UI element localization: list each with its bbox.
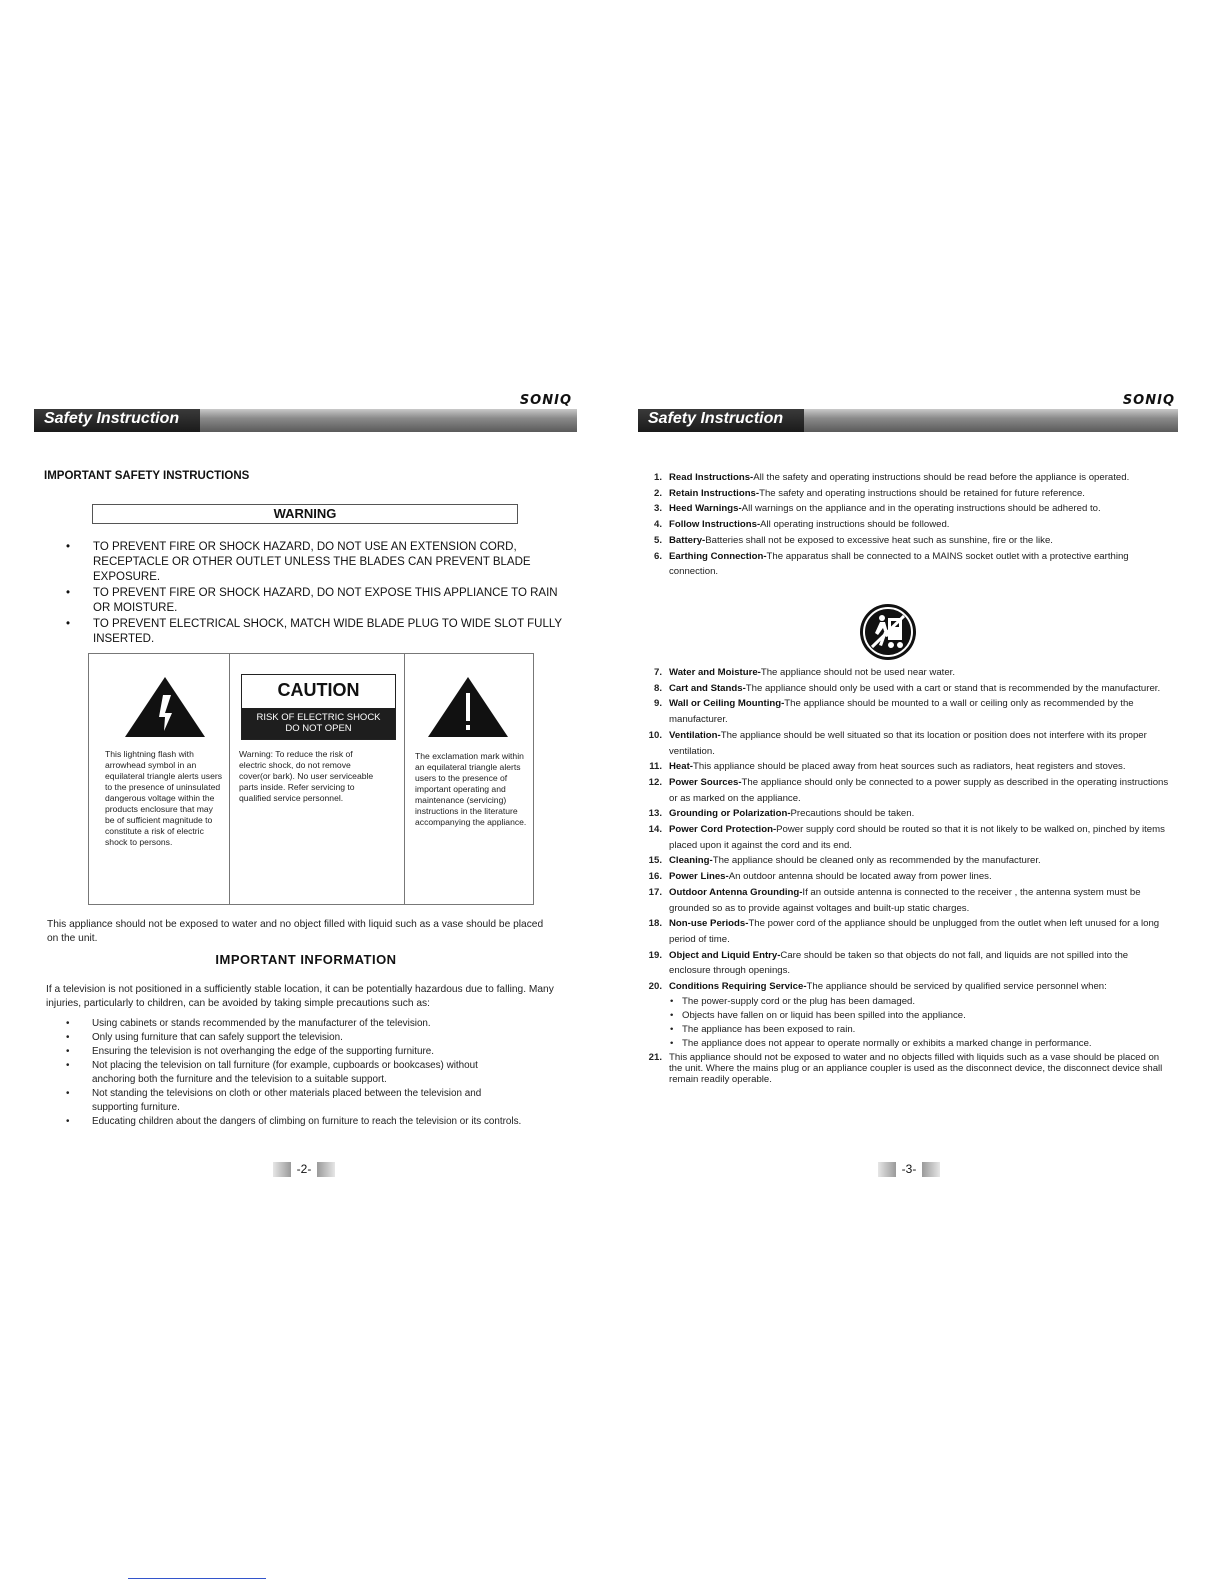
item-number: 17. bbox=[648, 886, 662, 898]
item-number: 4. bbox=[653, 519, 662, 531]
section-header-tab bbox=[34, 409, 200, 432]
safety-list-item bbox=[642, 853, 1172, 869]
item-number: 14. bbox=[648, 824, 662, 836]
safety-list-part-2 bbox=[642, 665, 1172, 1085]
item-number: 7. bbox=[653, 667, 662, 678]
bullet: • bbox=[66, 1116, 70, 1127]
section-header-bar bbox=[638, 409, 1178, 432]
page-number: -3- bbox=[878, 1162, 940, 1177]
safety-list-item bbox=[642, 470, 1172, 486]
section-header-tab bbox=[638, 409, 804, 432]
item-title: Retain Instructions- bbox=[669, 487, 760, 499]
right-page bbox=[612, 0, 1225, 1585]
item-text: The appliance should not be used near water. bbox=[760, 667, 956, 678]
item-text: The appliance should only be connected to a power supply as described in the operating instructions or as marked on the appliance. bbox=[669, 776, 1169, 804]
item-number: 13. bbox=[648, 808, 662, 820]
item-title: Battery- bbox=[669, 534, 706, 546]
item-text: The appliance should be well situated so that its location or position does not interfere with its proper ventilation. bbox=[669, 729, 1147, 757]
bullet: • bbox=[66, 1032, 70, 1043]
safety-list-item bbox=[642, 533, 1172, 549]
item-title: Water and Moisture- bbox=[669, 667, 761, 678]
item-text: The appliance should only be used with a cart or stand that is recommended by the manufacturer. bbox=[745, 682, 1161, 694]
service-condition-item: • The appliance does not appear to operate normally or exhibits a marked change in performance. bbox=[670, 1037, 1092, 1049]
item-text: Care should be taken so that objects do not fall, and liquids are not spilled into the enclosure through openings. bbox=[669, 949, 1129, 977]
important-safety-title: IMPORTANT SAFETY INSTRUCTIONS bbox=[44, 470, 250, 482]
item-title: Earthing Connection- bbox=[669, 550, 767, 562]
item-title: Object and Liquid Entry- bbox=[669, 949, 781, 961]
bullet: • bbox=[66, 1046, 70, 1057]
cart-warning-icon bbox=[858, 602, 918, 662]
item-text: Batteries shall not be exposed to excessive heat such as sunshine, fire or the like. bbox=[705, 534, 1053, 546]
precaution-item: • Only using furniture that can safely support the television. bbox=[66, 1032, 343, 1043]
brand-logo: SONIQ bbox=[519, 393, 572, 408]
bullet: • bbox=[66, 1018, 70, 1029]
item-number: 21. bbox=[648, 1051, 662, 1063]
item-number: 3. bbox=[653, 503, 662, 515]
item-number: 18. bbox=[648, 918, 662, 930]
bullet: • bbox=[66, 618, 71, 630]
precaution-item: • Not placing the television on tall furniture (for example, cupboards or bookcases) without anchoring both the furniture and the television to a suitable support. bbox=[66, 1060, 478, 1085]
service-condition-item: • The appliance has been exposed to rain. bbox=[670, 1023, 856, 1035]
safety-list-item bbox=[642, 501, 1172, 517]
information-intro: If a television is not positioned in a sufficiently stable location, it can be potentially hazardous due to falling. Many injuries, particularly to children, can be avoided by taking simple precautions such as: bbox=[46, 984, 554, 1009]
safety-list-item bbox=[642, 728, 1172, 759]
item-number: 10. bbox=[648, 729, 662, 741]
left-page bbox=[0, 0, 612, 1585]
safety-list-item bbox=[642, 517, 1172, 533]
item-text: All the safety and operating instructions should be read before the appliance is operated. bbox=[753, 472, 1130, 483]
item-title: Conditions Requiring Service- bbox=[669, 981, 807, 993]
item-number: 19. bbox=[648, 949, 662, 961]
item-text: If an outside antenna is connected to the receiver , the antenna system must be grounded so as to provide against voltages and built-up static charges. bbox=[669, 886, 1141, 914]
item-number: 2. bbox=[653, 487, 662, 499]
precaution-item: • Ensuring the television is not overhanging the edge of the supporting furniture. bbox=[66, 1046, 435, 1057]
warning-item: • TO PREVENT FIRE OR SHOCK HAZARD, DO NOT EXPOSE THIS APPLIANCE TO RAIN OR MOISTURE. bbox=[66, 587, 558, 614]
safety-list-item bbox=[642, 486, 1172, 502]
service-condition-item: • Objects have fallen on or liquid has been spilled into the appliance. bbox=[670, 1009, 966, 1021]
item-text: All operating instructions should be followed. bbox=[760, 519, 950, 531]
caution-column bbox=[230, 654, 405, 904]
item-title: Cleaning- bbox=[669, 855, 713, 867]
safety-list-item bbox=[642, 885, 1172, 916]
caution-label-box bbox=[241, 674, 396, 740]
item-title: Heed Warnings- bbox=[669, 503, 742, 515]
safety-list-item bbox=[642, 806, 1172, 822]
item-title: Power Sources- bbox=[669, 776, 742, 788]
bullet: • bbox=[66, 1060, 70, 1071]
section-header-bar bbox=[34, 409, 577, 432]
precaution-list bbox=[62, 1017, 552, 1129]
item-number: 12. bbox=[648, 776, 662, 788]
exclamation-warning-icon bbox=[426, 675, 510, 739]
safety-list-item bbox=[642, 948, 1172, 979]
lightning-column bbox=[89, 654, 230, 904]
item-number: 16. bbox=[648, 871, 662, 883]
precaution-item: • Using cabinets or stands recommended by the manufacturer of the television. bbox=[66, 1018, 431, 1029]
item-number: 9. bbox=[653, 698, 662, 710]
item-number: 15. bbox=[648, 855, 662, 867]
safety-symbols-table bbox=[88, 653, 534, 905]
item-title: Power Lines- bbox=[669, 871, 729, 883]
safety-list-item bbox=[642, 1052, 1172, 1085]
bullet: • bbox=[66, 541, 71, 553]
warning-item: • TO PREVENT FIRE OR SHOCK HAZARD, DO NOT USE AN EXTENSION CORD, RECEPTACLE OR OTHER OUTLET UNLESS THE BLADES CAN PREVENT BLADE EXPOSURE. bbox=[66, 541, 531, 583]
safety-list-item bbox=[642, 549, 1172, 580]
item-title: Read Instructions- bbox=[669, 472, 754, 483]
item-text: The appliance should be cleaned only as recommended by the manufacturer. bbox=[712, 855, 1041, 867]
safety-list-item bbox=[642, 665, 1172, 681]
item-title: Power Cord Protection- bbox=[669, 824, 777, 836]
important-information-title: IMPORTANT INFORMATION bbox=[215, 952, 397, 967]
item-number: 5. bbox=[653, 534, 662, 546]
item-title: Non-use Periods- bbox=[669, 918, 749, 930]
precaution-item: • Not standing the televisions on cloth or other materials placed between the television and supporting furniture. bbox=[66, 1088, 482, 1113]
item-title: Ventilation- bbox=[669, 729, 721, 741]
bullet: • bbox=[670, 1037, 674, 1049]
item-number: 1. bbox=[653, 472, 662, 483]
bullet: • bbox=[670, 1009, 674, 1021]
item-text: An outdoor antenna should be located away from power lines. bbox=[728, 871, 992, 883]
item-title: Wall or Ceiling Mounting- bbox=[669, 698, 785, 710]
item-text: The power cord of the appliance should be unplugged from the outlet when left unused for a long period of time. bbox=[669, 918, 1160, 945]
lightning-warning-icon bbox=[123, 675, 207, 739]
safety-list-item bbox=[642, 696, 1172, 727]
item-text: The appliance should be serviced by qualified service personnel when: bbox=[806, 981, 1107, 993]
underline-link-fragment bbox=[128, 1578, 266, 1579]
item-title: Cart and Stands- bbox=[669, 682, 746, 694]
item-text: All warnings on the appliance and in the operating instructions should be adhered to. bbox=[741, 503, 1101, 515]
bullet: • bbox=[670, 1023, 674, 1035]
safety-list-part-1 bbox=[642, 470, 1172, 580]
caution-title: CAUTION bbox=[277, 680, 360, 700]
item-number: 11. bbox=[649, 761, 662, 773]
item-text: The appliance should be mounted to a wall or ceiling only as recommended by the manufacturer. bbox=[669, 698, 1134, 726]
warning-item: • TO PREVENT ELECTRICAL SHOCK, MATCH WIDE BLADE PLUG TO WIDE SLOT FULLY INSERTED. bbox=[66, 618, 562, 645]
bullet: • bbox=[66, 587, 71, 599]
item-title: Follow Instructions- bbox=[669, 519, 761, 531]
bullet: • bbox=[670, 995, 674, 1007]
item-text: The safety and operating instructions should be retained for future reference. bbox=[759, 487, 1085, 499]
safety-list-item bbox=[642, 759, 1172, 775]
section-title: Safety Instruction bbox=[44, 410, 180, 427]
section-title: Safety Instruction bbox=[648, 410, 784, 427]
bullet: • bbox=[66, 1088, 70, 1099]
lightning-description: This lightning flash with arrowhead symbol in an equilateral triangle alerts users to the presence of uninsulated dangerous voltage within the products enclosure that may be of sufficient magnitude to constitute a risk of electric shock to persons. bbox=[105, 749, 223, 847]
safety-list-item bbox=[642, 775, 1172, 806]
precaution-item: • Educating children about the dangers of climbing on furniture to reach the television or its controls. bbox=[66, 1116, 522, 1127]
caution-description: Warning: To reduce the risk of electric shock, do not remove cover(or bark). No user serviceable parts inside. Refer servicing to qualified service personnel. bbox=[239, 749, 374, 803]
item-title: Heat- bbox=[669, 761, 693, 773]
water-warning-text: This appliance should not be exposed to water and no object filled with liquid such as a vase should be placed on the unit. bbox=[47, 919, 544, 944]
item-text: This appliance should be placed away from heat sources such as radiators, heat registers and stoves. bbox=[693, 761, 1126, 773]
warning-label: WARNING bbox=[92, 504, 518, 524]
safety-list-item bbox=[642, 916, 1172, 947]
safety-list-item bbox=[642, 979, 1172, 995]
safety-list-item bbox=[642, 681, 1172, 697]
item-title: Grounding or Polarization- bbox=[669, 808, 791, 820]
exclamation-description: The exclamation mark within an equilateral triangle alerts users to the presence of important operating and maintenance (servicing) instructions in the literature accompanying the appliance. bbox=[415, 751, 527, 827]
item-number: 6. bbox=[653, 550, 662, 562]
warning-list bbox=[62, 540, 562, 648]
item-text: Power supply cord should be routed so that it is not likely to be walked on, pinched by items placed upon it against the cord and its end. bbox=[669, 824, 1165, 851]
caution-subtitle: RISK OF ELECTRIC SHOCK DO NOT OPEN bbox=[242, 708, 395, 739]
page-number: -2- bbox=[273, 1162, 335, 1177]
item-text: The apparatus shall be connected to a MAINS socket outlet with a protective earthing connection. bbox=[669, 550, 1129, 578]
exclamation-column bbox=[405, 654, 533, 904]
item-title: Outdoor Antenna Grounding- bbox=[669, 886, 803, 898]
safety-list-item bbox=[642, 822, 1172, 853]
item-number: 20. bbox=[648, 981, 662, 993]
safety-list-item bbox=[642, 869, 1172, 885]
brand-logo: SONIQ bbox=[1122, 393, 1175, 408]
service-condition-item: • The power-supply cord or the plug has been damaged. bbox=[670, 995, 916, 1007]
item-number: 8. bbox=[653, 682, 662, 694]
item-text: Precautions should be taken. bbox=[790, 808, 915, 820]
item-text: This appliance should not be exposed to water and no objects filled with liquids such as a vase should be placed on the unit. Where the mains plug or an appliance coupler is used as the disconnect device, the disconnect device shall remain readily operable. bbox=[669, 1051, 1163, 1085]
